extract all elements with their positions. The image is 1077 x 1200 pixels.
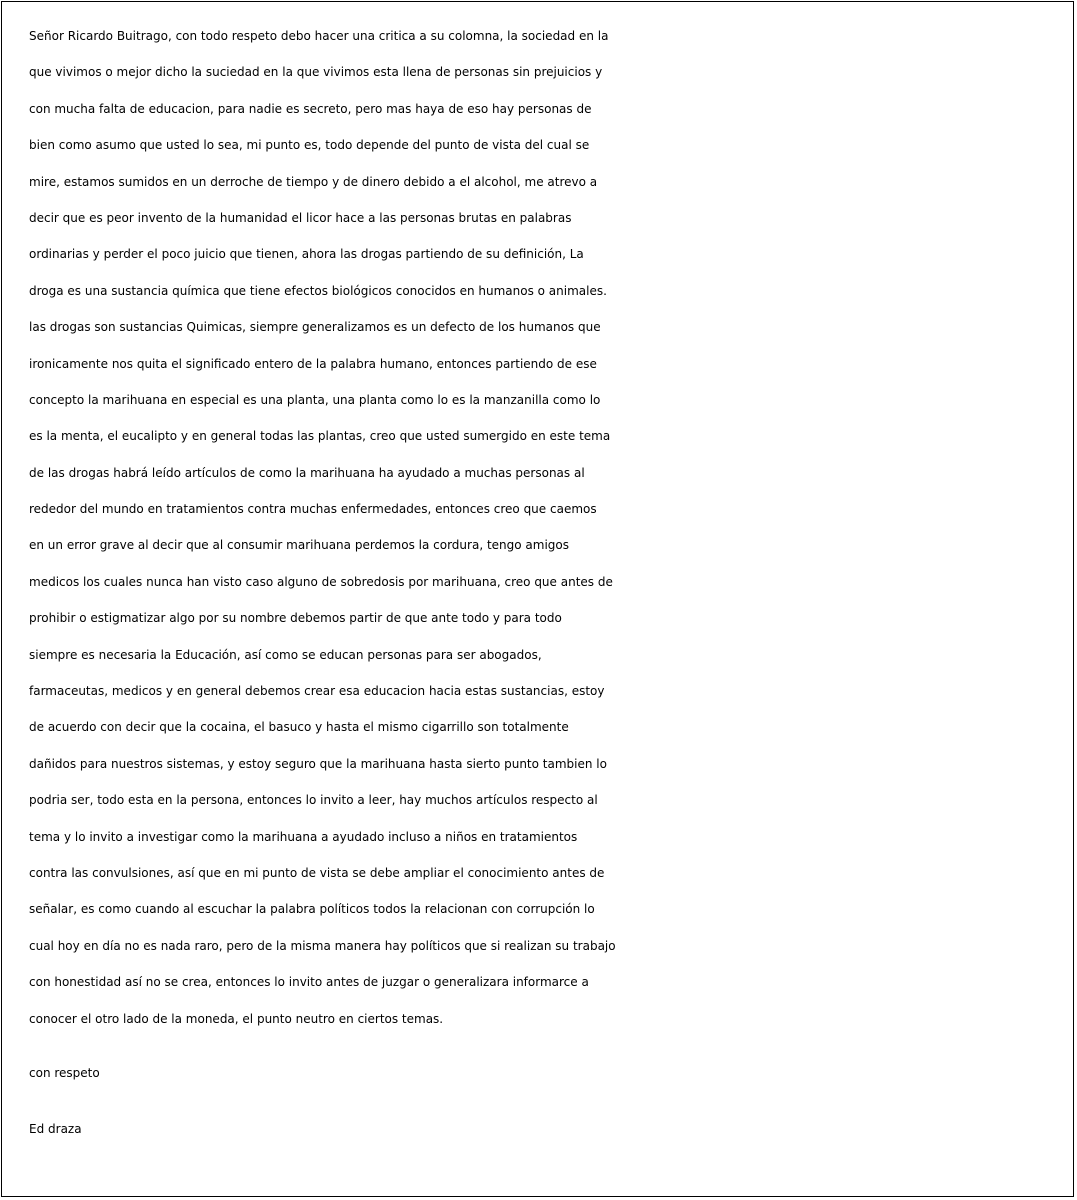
letter-line: cual hoy en día no es nada raro, pero de la misma manera hay políticos que si realizan su trabajo (29, 938, 616, 953)
letter-line: mire, estamos sumidos en un derroche de tiempo y de dinero debido a el alcohol, me atrevo a (29, 174, 598, 189)
letter-line: conocer el otro lado de la moneda, el punto neutro en ciertos temas. (29, 1011, 444, 1026)
letter-line: de las drogas habrá leído artículos de como la marihuana ha ayudado a muchas personas al (29, 465, 585, 480)
letter-line: podria ser, todo esta en la persona, entonces lo invito a leer, hay muchos artículos respecto al (29, 793, 598, 808)
signature-line: Ed draza (29, 1122, 82, 1137)
closing-line: con respeto (29, 1065, 100, 1080)
letter-line: es la menta, el eucalipto y en general todas las plantas, creo que usted sumergido en este tema (29, 429, 611, 444)
letter-line: ironicamente nos quita el significado entero de la palabra humano, entonces partiendo de ese (29, 356, 597, 371)
letter-line: de acuerdo con decir que la cocaina, el basuco y hasta el mismo cigarrillo son totalmente (29, 720, 569, 735)
letter-line: ordinarias y perder el poco juicio que tienen, ahora las drogas partiendo de su definición, La (29, 247, 584, 262)
letter-line: tema y lo invito a investigar como la marihuana a ayudado incluso a niños en tratamientos (29, 829, 578, 844)
paragraph-gap (29, 1091, 1059, 1111)
letter-line: medicos los cuales nunca han visto caso alguno de sobredosis por marihuana, creo que antes de (29, 574, 613, 589)
letter-line: con honestidad así no se crea, entonces lo invito antes de juzgar o generalizara informarce a (29, 975, 589, 990)
letter-body (29, 18, 1059, 1148)
letter-line: que vivimos o mejor dicho la suciedad en la que vivimos esta llena de personas sin prejuicios y (29, 65, 603, 80)
letter-line: decir que es peor invento de la humanidad el licor hace a las personas brutas en palabras (29, 210, 572, 225)
letter-line: las drogas son sustancias Quimicas, siempre generalizamos es un defecto de los humanos que (29, 320, 601, 335)
letter-line: prohibir o estigmatizar algo por su nombre debemos partir de que ante todo y para todo (29, 611, 562, 626)
letter-line: concepto la marihuana en especial es una planta, una planta como lo es la manzanilla como lo (29, 392, 601, 407)
letter-line: siempre es necesaria la Educación, así como se educan personas para ser abogados, (29, 647, 542, 662)
document-frame (1, 1, 1074, 1197)
letter-line: Señor Ricardo Buitrago, con todo respeto debo hacer una critica a su colomna, la sociedad en la (29, 29, 609, 43)
letter-line: dañidos para nuestros sistemas, y estoy seguro que la marihuana hasta sierto punto tambien lo (29, 756, 607, 771)
letter-line: contra las convulsiones, así que en mi punto de vista se debe ampliar el conocimiento antes de (29, 865, 605, 880)
paragraph-gap (29, 1037, 1059, 1055)
letter-line: droga es una sustancia química que tiene efectos biológicos conocidos en humanos o animales. (29, 283, 607, 298)
letter-line: bien como asumo que usted lo sea, mi punto es, todo depende del punto de vista del cual se (29, 138, 590, 153)
letter-line: señalar, es como cuando al escuchar la palabra políticos todos la relacionan con corrupción lo (29, 902, 595, 917)
letter-line: rededor del mundo en tratamientos contra muchas enfermedades, entonces creo que caemos (29, 502, 597, 517)
letter-line: con mucha falta de educacion, para nadie es secreto, pero mas haya de eso hay personas de (29, 101, 592, 116)
letter-line: farmaceutas, medicos y en general debemos crear esa educacion hacia estas sustancias, estoy (29, 684, 605, 699)
letter-line: en un error grave al decir que al consumir marihuana perdemos la cordura, tengo amigos (29, 538, 569, 553)
